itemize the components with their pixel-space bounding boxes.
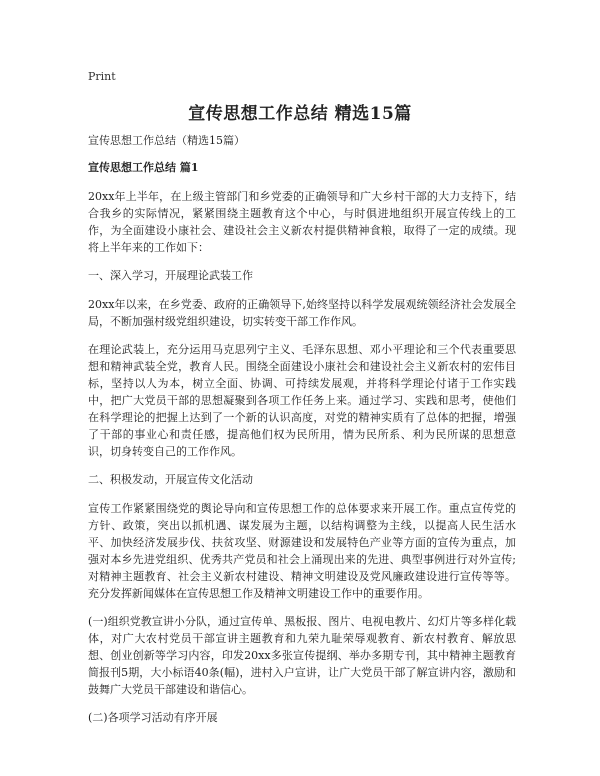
section-title: 宣传思想工作总结 篇1	[88, 161, 199, 174]
document-body	[88, 132, 516, 737]
paragraph-since-year: 20xx年以来，在乡党委、政府的正确领导下,始终坚持以科学发展观统领经济社会发展全局，不断加强村级党组织建设，切实转变干部工作作风。	[88, 298, 516, 328]
heading-cultural-activities: 二、积极发动，开展宣传文化活动	[88, 473, 253, 486]
document-subtitle: 宣传思想工作总结（精选15篇）	[88, 134, 245, 147]
print-link[interactable]: Print	[88, 70, 116, 83]
paragraph-study-activities: (二)各项学习活动有序开展	[88, 711, 218, 724]
paragraph-lecture-team: (一)组织党教宣讲小分队，通过宣传单、黑板报、图片、电视电教片、幻灯片等多样化载体，对广大农村党员干部宣讲主题教育和九荣九耻荣辱观教育、新农村教育、解放思想、创业创新等学习内容，印发20xx多张宣传提纲、举办多期专刊，其中精神主题教育简报刊5期，大小标语40条(幅)，进村入户宣讲，让广大党员干部了解宣讲内容，激励和鼓舞广大党员干部建设和谐信心。	[88, 615, 516, 696]
intro-paragraph: 20xx年上半年，在上级主管部门和乡党委的正确领导和广大乡村干部的大力支持下，结合我乡的实际情况，紧紧围绕主题教育这个中心，与时俱进地组织开展宣传线上的工作，为全面建设小康社会、建设社会主义新农村提供精神食粮，取得了一定的成绩。现将上半年来的工作如下：	[88, 190, 516, 254]
paragraph-theory-armament: 在理论武装上，充分运用马克思列宁主义、毛泽东思想、邓小平理论和三个代表重要思想和精神武装全党，教育人民。围绕全面建设小康社会和建设社会主义新农村的宏伟目标，坚持以人为本，树立全面、协调、可持续发展观，并将科学理论付诸于工作实践中，把广大党员干部的思想凝聚到各项工作任务上来。通过学习、实践和思考，使他们在科学理论的把握上达到了一个新的认识高度，对党的精神实质有了总体的把握，增强了干部的事业心和责任感，提高他们权为民所用，情为民所系、利为民所谋的思想意识，切身转变自己的工作作风。	[88, 343, 516, 458]
document-title: 宣传思想工作总结 精选15篇	[188, 104, 412, 124]
heading-theory-study: 一、深入学习，开展理论武装工作	[88, 269, 253, 282]
paragraph-propaganda-work: 宣传工作紧紧围绕党的舆论导向和宣传思想工作的总体要求来开展工作。重点宣传党的方针、政策，突出以抓机遇、谋发展为主题，以结构调整为主线，以提高人民生活水平、加快经济发展步伐、扶贫攻坚、财源建设和发展特色产业等方面的宣传为重点，加强对本乡先进党组织、优秀共产党员和社会上涌现出来的先进、典型事例进行对外宣传;对精神主题教育、社会主义新农村建设、精神文明建设及党风廉政建设进行宣传等等。充分发挥新闻媒体在宣传思想工作及精神文明建设工作中的重要作用。	[88, 502, 516, 600]
